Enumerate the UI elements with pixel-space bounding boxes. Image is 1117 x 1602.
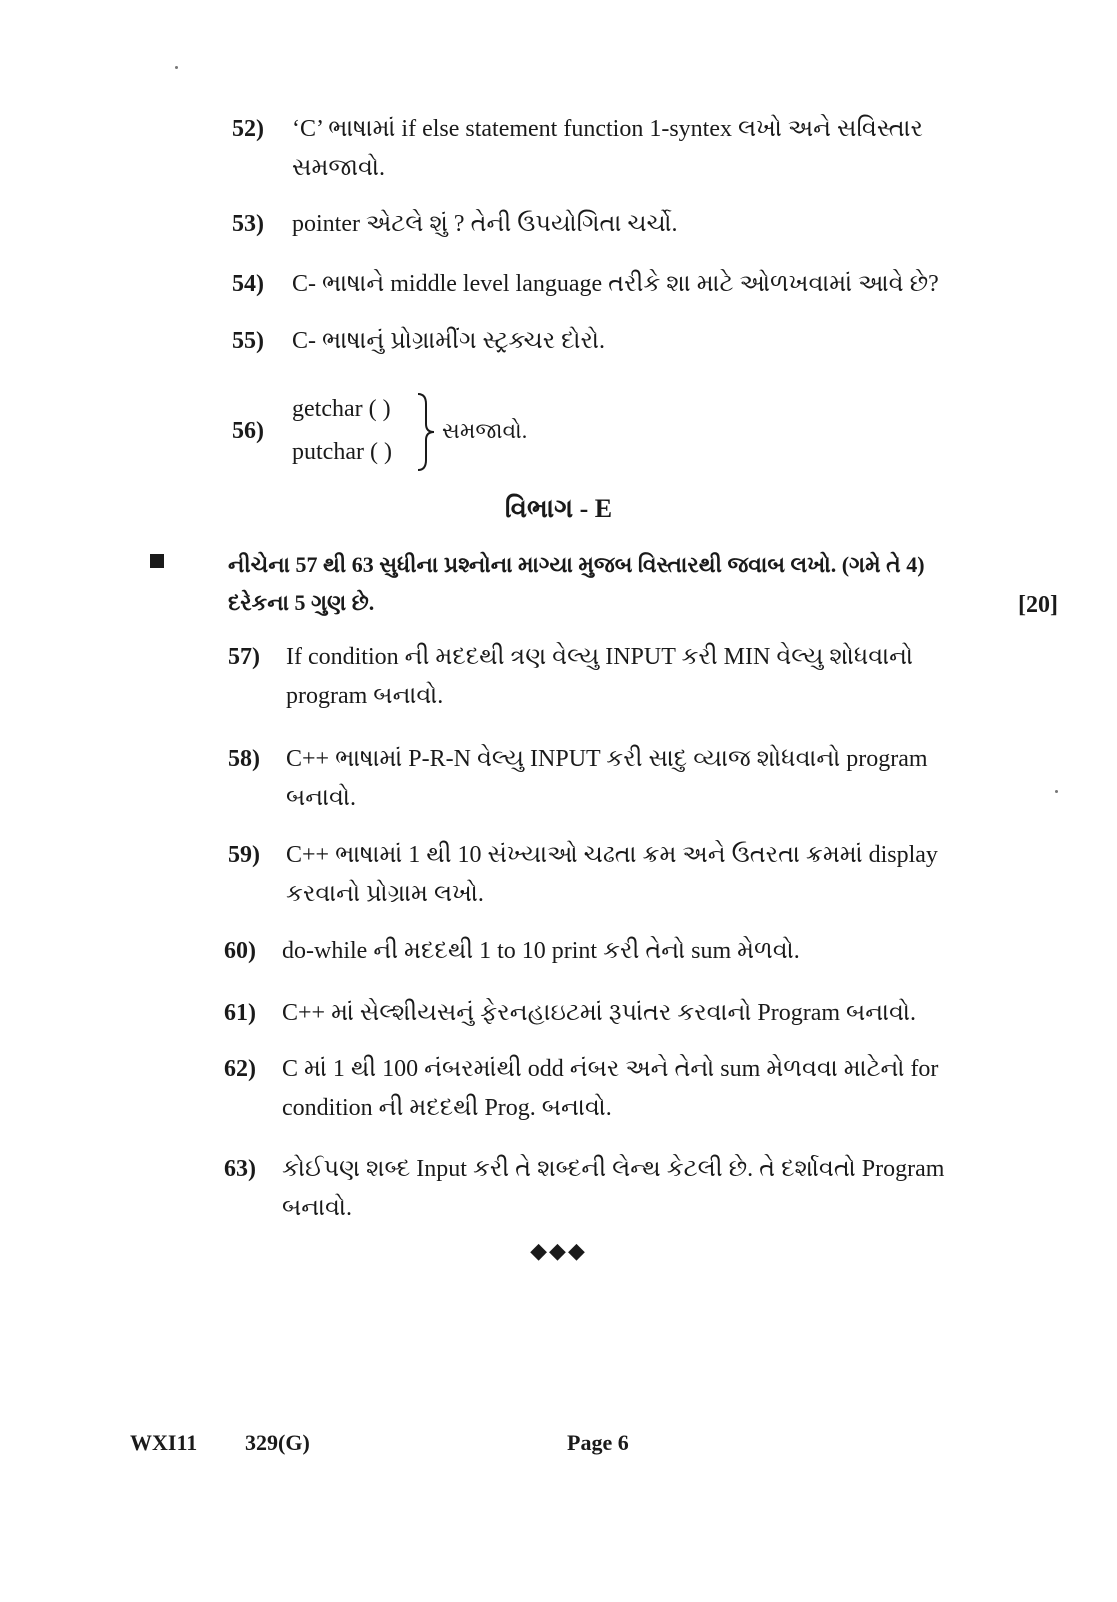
curly-brace-icon xyxy=(414,392,438,472)
question-number: 59) xyxy=(228,842,260,868)
question-number: 52) xyxy=(232,116,264,142)
question-text: C++ ભાષામાં P-R-N વેલ્યુ INPUT કરી સાદુ વ્યાજ શોધવાનો program બનાવો. xyxy=(286,746,928,811)
question-text: કોઈપણ શબ્દ Input કરી તે શબ્દની લેન્થ કેટલી છે. તે દર્શાવતો Program બનાવો. xyxy=(282,1156,945,1221)
scan-speck xyxy=(1055,790,1058,793)
function-putchar: putchar ( ) xyxy=(292,439,392,465)
question-56-number: 56) xyxy=(232,418,264,444)
question-number: 63) xyxy=(224,1156,256,1182)
section-heading: વિભાગ - E xyxy=(504,494,613,523)
scan-speck xyxy=(175,66,178,69)
question-text: C- ભાષાનું પ્રોગ્રામીંગ સ્ટ્રક્ચર દોરો. xyxy=(292,328,605,354)
question-number: 58) xyxy=(228,746,260,772)
question-text: ‘C’ ભાષામાં if else statement function 1-syntex લખો અને સવિસ્તાર સમજાવો. xyxy=(292,116,923,181)
page-number: Page 6 xyxy=(567,1430,629,1455)
question-number: 57) xyxy=(228,644,260,670)
question-number: 60) xyxy=(224,938,256,964)
question-text: If condition ની મદદથી ત્રણ વેલ્યુ INPUT કરી MIN વેલ્યુ શોધવાનો program બનાવો. xyxy=(286,644,914,709)
question-text: pointer એટલે શું ? તેની ઉપયોગિતા ચર્ચો. xyxy=(292,211,678,237)
square-bullet-icon xyxy=(150,554,164,568)
question-number: 55) xyxy=(232,328,264,354)
question-text: C++ ભાષામાં 1 થી 10 સંખ્યાઓ ચઢતા ક્રમ અને ઉતરતા ક્રમમાં display કરવાનો પ્રોગ્રામ લખો. xyxy=(286,842,938,907)
question-number: 61) xyxy=(224,1000,256,1026)
end-of-section-diamonds: ◆◆◆ xyxy=(530,1238,587,1263)
question-56-suffix: સમજાવો. xyxy=(442,418,528,443)
question-number: 54) xyxy=(232,271,264,297)
question-text: C++ માં સેલ્શીયસનું ફેરનહાઇટમાં રૂપાંતર કરવાનો Program બનાવો. xyxy=(282,1000,917,1026)
question-text: C માં 1 થી 100 નંબરમાંથી odd નંબર અને તેનો sum મેળવવા માટેનો for condition ની મદદથી Prog. બનાવો. xyxy=(282,1056,939,1121)
function-getchar: getchar ( ) xyxy=(292,396,391,422)
question-number: 62) xyxy=(224,1056,256,1082)
section-marks: [20] xyxy=(1018,592,1058,618)
question-number: 53) xyxy=(232,211,264,237)
question-56-functions xyxy=(292,388,392,474)
footer-code-1: WXI11 xyxy=(130,1430,198,1455)
question-text: do-while ની મદદથી 1 to 10 print કરી તેનો sum મેળવો. xyxy=(282,938,800,964)
question-text: C- ભાષાને middle level language તરીકે શા માટે ઓળખવામાં આવે છે? xyxy=(292,271,939,297)
footer-code-2: 329(G) xyxy=(245,1430,310,1455)
section-instruction: નીચેના 57 થી 63 સુધીના પ્રશ્નોના માગ્યા મુજબ વિસ્તારથી જવાબ લખો. (ગમે તે 4) દરેકના 5 ગુણ છે. xyxy=(228,552,925,615)
